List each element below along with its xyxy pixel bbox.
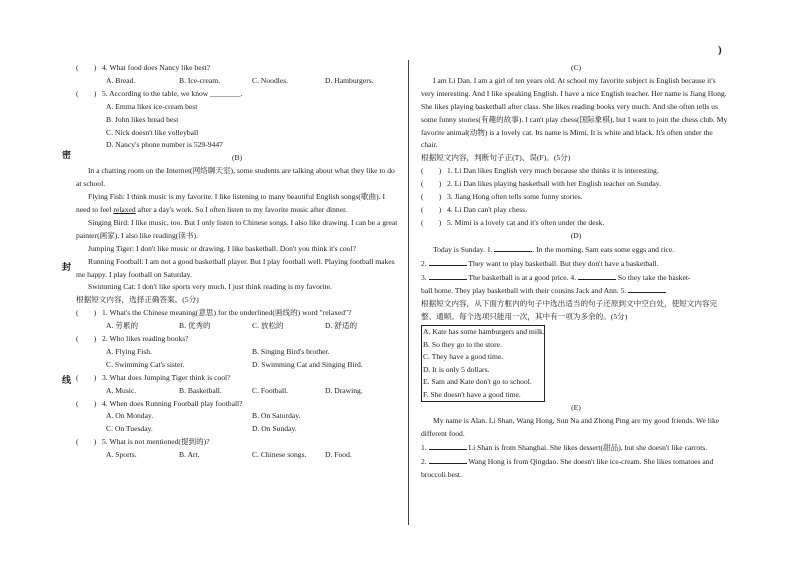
passage-e-intro: My name is Alan. Li Shan, Wang Hong, Sun Na and Zhong Ping are my good friends. We like different food. — [421, 416, 720, 438]
section-d-heading: (D) — [570, 230, 582, 240]
passage-d-line1 — [421, 243, 731, 257]
options-b2-row1 — [76, 346, 398, 359]
options-b3 — [76, 385, 398, 398]
passage-running-football: Running Football: I am not a good basketball player. But I play football well. Playing football makes me happy. I play football on Saturday. — [76, 256, 395, 279]
option-d: D. Drawing. — [325, 385, 363, 395]
instruction-c: 根据短文内容，判断句子正(T)、误(F)。(5分) — [421, 153, 571, 163]
question-a5 — [76, 88, 398, 101]
tf-item-5 — [421, 217, 731, 230]
answer-paren[interactable]: ( ) — [76, 88, 97, 98]
question-text: 2. Who likes reading books? — [102, 334, 189, 344]
option-c: C. On Tuesday. — [106, 424, 153, 434]
question-b5 — [76, 436, 398, 449]
option-a: A. Emma likes ice-cream best — [106, 101, 198, 111]
box-option-e: E. Sam and Kate don't go to school. — [423, 377, 532, 387]
option-d: D. 舒适的 — [325, 321, 358, 331]
margin-label-seal-1: 密 — [62, 150, 72, 160]
options-b4-row1 — [76, 410, 398, 423]
passage-text: 2. — [421, 456, 429, 466]
answer-paren[interactable]: ( ) — [76, 308, 97, 318]
tf-text: 3. Jiang Hong often tells some funny stories. — [447, 192, 583, 202]
option-b: B. Basketball. — [179, 385, 222, 395]
tf-text: 1. Li Dan likes English very much because she thinks it is interesting. — [447, 166, 659, 176]
option-d: D. Nancy's phone number is 529-9447 — [106, 140, 223, 150]
tf-text: 2. Li Dan likes playing basketball with her English teacher on Sunday. — [447, 179, 661, 189]
blank-4[interactable] — [578, 271, 616, 280]
passage-text: Wang Hong is from Qingdao. She doesn't like ice-cream. She likes tomatoes and broccoli best. — [421, 456, 714, 479]
options-b1 — [76, 320, 398, 333]
instruction-b: 根据短文内容，选择正确答案。(5分) — [76, 295, 199, 305]
answer-paren[interactable]: ( ) — [421, 204, 442, 214]
option-b: B. Art. — [179, 450, 200, 460]
passage-text: ball home. They play basketball with their cousins Jack and Ann. 5. — [421, 286, 629, 296]
passage-flying-fish — [76, 191, 398, 217]
question-text: 5. What is not mentioned(提到的)? — [102, 437, 210, 447]
question-b3 — [76, 372, 398, 385]
box-option-f: F. She doesn't have a good time. — [423, 389, 521, 399]
section-e-heading: (E) — [571, 403, 581, 413]
options-b4-row2 — [76, 423, 398, 436]
blank-e2[interactable] — [429, 455, 467, 464]
column-divider — [408, 60, 409, 525]
passage-text: 1. — [421, 442, 429, 452]
answer-paren[interactable]: ( ) — [76, 334, 97, 344]
right-column — [421, 62, 731, 482]
answer-paren[interactable]: ( ) — [76, 398, 97, 408]
answer-paren[interactable]: ( ) — [76, 437, 97, 447]
answer-paren[interactable]: ( ) — [421, 217, 442, 227]
passage-text: . In the morning, Sam eats some eggs and rice. — [532, 244, 675, 254]
option-d: D. Food. — [325, 450, 352, 460]
question-text: 3. What does Jumping Tiger think is cool? — [102, 372, 231, 382]
box-option-b: B. So they go to the store. — [423, 339, 502, 349]
passage-text: Li Shan is from Shanghai. She likes dessert(甜品), but she doesn't like carrots. — [466, 442, 708, 452]
tf-text: 5. Mimi is a lovely cat and it's often under the desk. — [447, 217, 605, 227]
box-option-d: D. It is only 5 dollars. — [423, 364, 490, 374]
passage-text: 3. — [421, 272, 429, 282]
option-a: A. 劳累的 — [106, 321, 139, 331]
option-d: D. Swimming Cat and Singing Bird. — [252, 359, 363, 369]
passage-text: Flying Fish: I think music is my favorite. I like listening to many beautiful English songs(歌曲). I need to feel — [76, 192, 385, 214]
passage-d-line4 — [421, 284, 731, 298]
option-c: C. Chinese songs. — [252, 450, 307, 460]
blank-3[interactable] — [429, 271, 467, 280]
passage-text: after a day's work. So I often listen to my favorite music after dinner. — [135, 204, 348, 214]
options-b2-row2 — [76, 359, 398, 372]
options-a4 — [76, 75, 398, 88]
underlined-word: relaxed — [113, 204, 136, 214]
passage-jumping-tiger: Jumping Tiger: I don't like music or drawing. I like basketball. Don't you think it's cool? — [88, 243, 356, 253]
answer-paren[interactable]: ( ) — [421, 192, 442, 202]
tf-item-4 — [421, 204, 731, 217]
margin-label-seal-3: 线 — [62, 375, 72, 385]
tf-text: 4. Li Dan can't play chess. — [447, 204, 528, 214]
option-c: C. Noodles. — [252, 75, 289, 85]
passage-intro: In a chatting room on the Internet(网络聊天室), some students are talking about what they like to do at school. — [76, 166, 395, 189]
margin-label-seal-2: 封 — [62, 262, 72, 272]
question-text: 4. When does Running Football play football? — [102, 398, 243, 408]
option-a: A. Flying Fish. — [106, 346, 152, 356]
option-b: B. Ice-cream. — [179, 75, 221, 85]
option-c: C. Nick doesn't like volleyball — [106, 127, 199, 137]
option-c: C. 放松的 — [252, 321, 284, 331]
box-option-c: C. They have a good time. — [423, 352, 504, 362]
page-edge-mark: ) — [718, 44, 722, 56]
passage-text: Today is Sunday. 1. — [433, 244, 495, 254]
question-text: 1. What's the Chinese meaning(意思) for the underlined(画线的) word "relaxed"? — [102, 308, 352, 318]
tf-item-1 — [421, 165, 731, 178]
passage-c: I am Li Dan. I am a girl of ten years old. At school my favorite subject is English because it's very interesting. And I like speaking English. I have a nice English teacher. Her name is Jiang Hong. She likes playing basketball after class. She likes reading books very much. And she often tells us some funny stories(有趣的故事). I can't play chess(国际象棋), but I want to join the chess club. My favorite animal(动物) is a lovely cat. Its name is Mimi. It is white and black. It's often under the chair. — [421, 75, 728, 150]
answer-paren[interactable]: ( ) — [76, 63, 97, 72]
question-a4 — [76, 62, 398, 75]
tf-item-3 — [421, 191, 731, 204]
passage-swimming-cat: Swimming Cat: I don't like sports very much. I just think reading is my favorite. — [88, 282, 332, 292]
passage-d-line3 — [421, 271, 731, 285]
question-b4 — [76, 398, 398, 411]
left-column — [76, 62, 398, 462]
section-c-heading: (C) — [570, 63, 582, 72]
option-d: D. On Sunday. — [252, 424, 297, 434]
option-a: A. On Monday. — [106, 411, 154, 421]
question-text: 4. What food does Nancy like best? — [102, 63, 211, 72]
answer-paren[interactable]: ( ) — [76, 372, 97, 382]
option-c: C. Football. — [252, 385, 289, 395]
blank-e1[interactable] — [429, 441, 467, 450]
question-text: 5. According to the table, we know ________. — [102, 88, 243, 98]
option-a: A. Music. — [106, 385, 137, 395]
question-b1 — [76, 307, 398, 320]
passage-e-item1 — [421, 441, 731, 455]
passage-text: So they take the basket- — [616, 272, 691, 282]
section-b-heading: (B) — [231, 153, 243, 163]
options-b5 — [76, 449, 398, 462]
option-a: A. Bread. — [106, 75, 136, 85]
answer-paren[interactable]: ( ) — [421, 166, 442, 176]
blank-1[interactable] — [494, 243, 532, 252]
option-b: B. On Saturday. — [252, 411, 301, 421]
tf-item-2 — [421, 178, 731, 191]
blank-2[interactable] — [429, 257, 467, 266]
blank-5[interactable] — [628, 284, 666, 293]
options-box — [421, 325, 545, 402]
option-b: B. John likes bread best — [106, 114, 179, 124]
option-b: B. 优秀的 — [179, 321, 211, 331]
box-option-a: A. Kate has some hamburgers and milk. — [423, 327, 545, 337]
passage-text: The basketball is at a good price. 4. — [466, 272, 579, 282]
instruction-d: 根据短文内容，从下面方框内的句子中选出适当的句子还原到文中空白处，使短文内容完整、通顺。每个选项只能用一次，其中有一项为多余的。(5分) — [421, 299, 718, 322]
passage-e-item2 — [421, 455, 731, 482]
option-d: D. Hamburgers. — [325, 75, 374, 85]
answer-paren[interactable]: ( ) — [421, 179, 442, 189]
question-b2 — [76, 333, 398, 346]
option-c: C. Swimming Cat's sister. — [106, 359, 185, 369]
passage-d-line2 — [421, 257, 731, 271]
option-b: B. Singing Bird's brother. — [252, 346, 330, 356]
option-a: A. Sports. — [106, 450, 137, 460]
passage-text: 2. — [421, 258, 429, 268]
passage-text: They want to play basketball. But they don't have a basketball. — [466, 258, 659, 268]
passage-singing-bird: Singing Bird: I like music, too. But I only listen to Chinese songs. I also like drawing. I can be a great painter(画家). I also like reading(读书). — [76, 217, 398, 240]
